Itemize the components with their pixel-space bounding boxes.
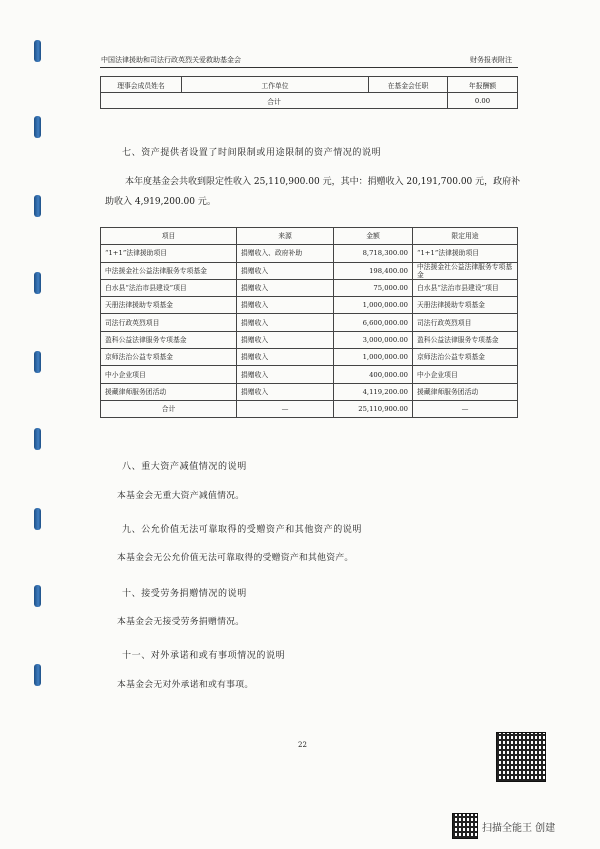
row-amount: 4,119,200.00 xyxy=(334,383,413,400)
binder-mark xyxy=(34,428,41,450)
row-item: “1+1”法律援助项目 xyxy=(101,245,237,262)
section-11-title: 十一、对外承诺和或有事项情况的说明 xyxy=(122,651,286,661)
page-number: 22 xyxy=(298,741,307,749)
row-use: 天册法律援助专项基金 xyxy=(413,297,518,314)
row-use: 司法行政英烈项目 xyxy=(413,314,518,331)
section-8-title: 八、重大资产减值情况的说明 xyxy=(122,462,247,472)
binder-mark xyxy=(34,116,41,138)
row-use: 盈科公益法律服务专项基金 xyxy=(413,331,518,348)
header-org-name: 中国法律援助和司法行政英烈关爱救助基金会 xyxy=(101,56,241,64)
row-source: 捐赠收入 xyxy=(237,349,334,366)
scanner-logo-icon xyxy=(452,813,478,839)
table-header: 工作单位 xyxy=(182,77,369,93)
row-item: 中小企业项目 xyxy=(101,366,237,383)
table-header: 项目 xyxy=(101,228,237,245)
table-row xyxy=(101,279,518,296)
row-source: 捐赠收入 xyxy=(237,297,334,314)
table-row xyxy=(101,366,518,383)
header-doc-type: 财务报表附注 xyxy=(470,56,512,64)
row-use: 中小企业项目 xyxy=(413,366,518,383)
table-header: 理事会成员姓名 xyxy=(101,77,182,93)
row-source: 捐赠收入 xyxy=(237,366,334,383)
row-amount: 75,000.00 xyxy=(334,279,413,296)
row-item: 中法援金社公益法律服务专项基金 xyxy=(101,262,237,279)
table-header: 来源 xyxy=(237,228,334,245)
row-source: 捐赠收入 xyxy=(237,314,334,331)
row-source: 捐赠收入 xyxy=(237,279,334,296)
table-header: 金额 xyxy=(334,228,413,245)
table-row xyxy=(101,314,518,331)
table-row xyxy=(101,245,518,262)
binder-mark xyxy=(34,508,41,530)
binder-mark xyxy=(34,272,41,294)
row-amount: 6,600,000.00 xyxy=(334,314,413,331)
row-source: 捐赠收入 xyxy=(237,331,334,348)
row-use: 中法援金社公益法律服务专项基金 xyxy=(413,262,518,279)
table-header: 在基金会任职 xyxy=(369,77,448,93)
row-use: 白水县“法治市县建设”项目 xyxy=(413,279,518,296)
row-use: “1+1”法律援助项目 xyxy=(413,245,518,262)
binder-mark xyxy=(34,351,41,373)
row-amount: 1,000,000.00 xyxy=(334,349,413,366)
qr-code-icon xyxy=(496,732,546,782)
row-amount: 400,000.00 xyxy=(334,366,413,383)
table-row xyxy=(101,349,518,366)
row-item: 白水县“法治市县建设”项目 xyxy=(101,279,237,296)
row-amount: 8,718,300.00 xyxy=(334,245,413,262)
total-use: — xyxy=(413,400,518,417)
table-header: 限定用途 xyxy=(413,228,518,245)
section-10-text: 本基金会无接受劳务捐赠情况。 xyxy=(117,617,245,627)
table-header: 年报酬额 xyxy=(448,77,518,93)
total-value: 0.00 xyxy=(448,93,518,109)
section-7-paragraph: 本年度基金会共收到限定性收入 25,110,900.00 元，其中：捐赠收入 20,191,700.00 元，政府补助收入 4,919,200.00 元。 xyxy=(105,177,521,207)
section-9-title: 九、公允价值无法可靠取得的受赠资产和其他资产的说明 xyxy=(122,525,363,535)
table-total-row xyxy=(101,400,518,417)
section-8-text: 本基金会无重大资产减值情况。 xyxy=(117,491,245,501)
row-amount: 3,000,000.00 xyxy=(334,331,413,348)
total-label: 合计 xyxy=(101,400,237,417)
table-row xyxy=(101,297,518,314)
row-source: 捐赠收入 xyxy=(237,262,334,279)
row-use: 援藏律师服务团活动 xyxy=(413,383,518,400)
table-row xyxy=(101,331,518,348)
row-item: 盈科公益法律服务专项基金 xyxy=(101,331,237,348)
binder-mark xyxy=(34,585,41,607)
header-rule xyxy=(100,67,518,68)
row-use: 京师法治公益专项基金 xyxy=(413,349,518,366)
row-item: 援藏律师服务团活动 xyxy=(101,383,237,400)
row-amount: 198,400.00 xyxy=(334,262,413,279)
scanner-watermark: 扫描全能王 创建 xyxy=(482,823,556,834)
binder-mark xyxy=(34,664,41,686)
total-source: — xyxy=(237,400,334,417)
restricted-assets-table xyxy=(100,227,518,418)
row-source: 捐赠收入 xyxy=(237,383,334,400)
binder-mark xyxy=(34,40,41,62)
row-item: 天册法律援助专项基金 xyxy=(101,297,237,314)
row-item: 京师法治公益专项基金 xyxy=(101,349,237,366)
table-row xyxy=(101,262,518,279)
row-source: 捐赠收入、政府补助 xyxy=(237,245,334,262)
section-7-title: 七、资产提供者设置了时间限制或用途限制的资产情况的说明 xyxy=(122,148,382,158)
binder-mark xyxy=(34,195,41,217)
section-11-text: 本基金会无对外承诺和或有事项。 xyxy=(117,680,254,690)
section-9-text: 本基金会无公允价值无法可靠取得的受赠资产和其他资产。 xyxy=(117,553,354,563)
section-10-title: 十、接受劳务捐赠情况的说明 xyxy=(122,589,247,599)
table-row xyxy=(101,383,518,400)
total-amount: 25,110,900.00 xyxy=(334,400,413,417)
board-compensation-table xyxy=(100,76,518,109)
total-label: 合计 xyxy=(101,93,448,109)
row-item: 司法行政英烈项目 xyxy=(101,314,237,331)
row-amount: 1,000,000.00 xyxy=(334,297,413,314)
